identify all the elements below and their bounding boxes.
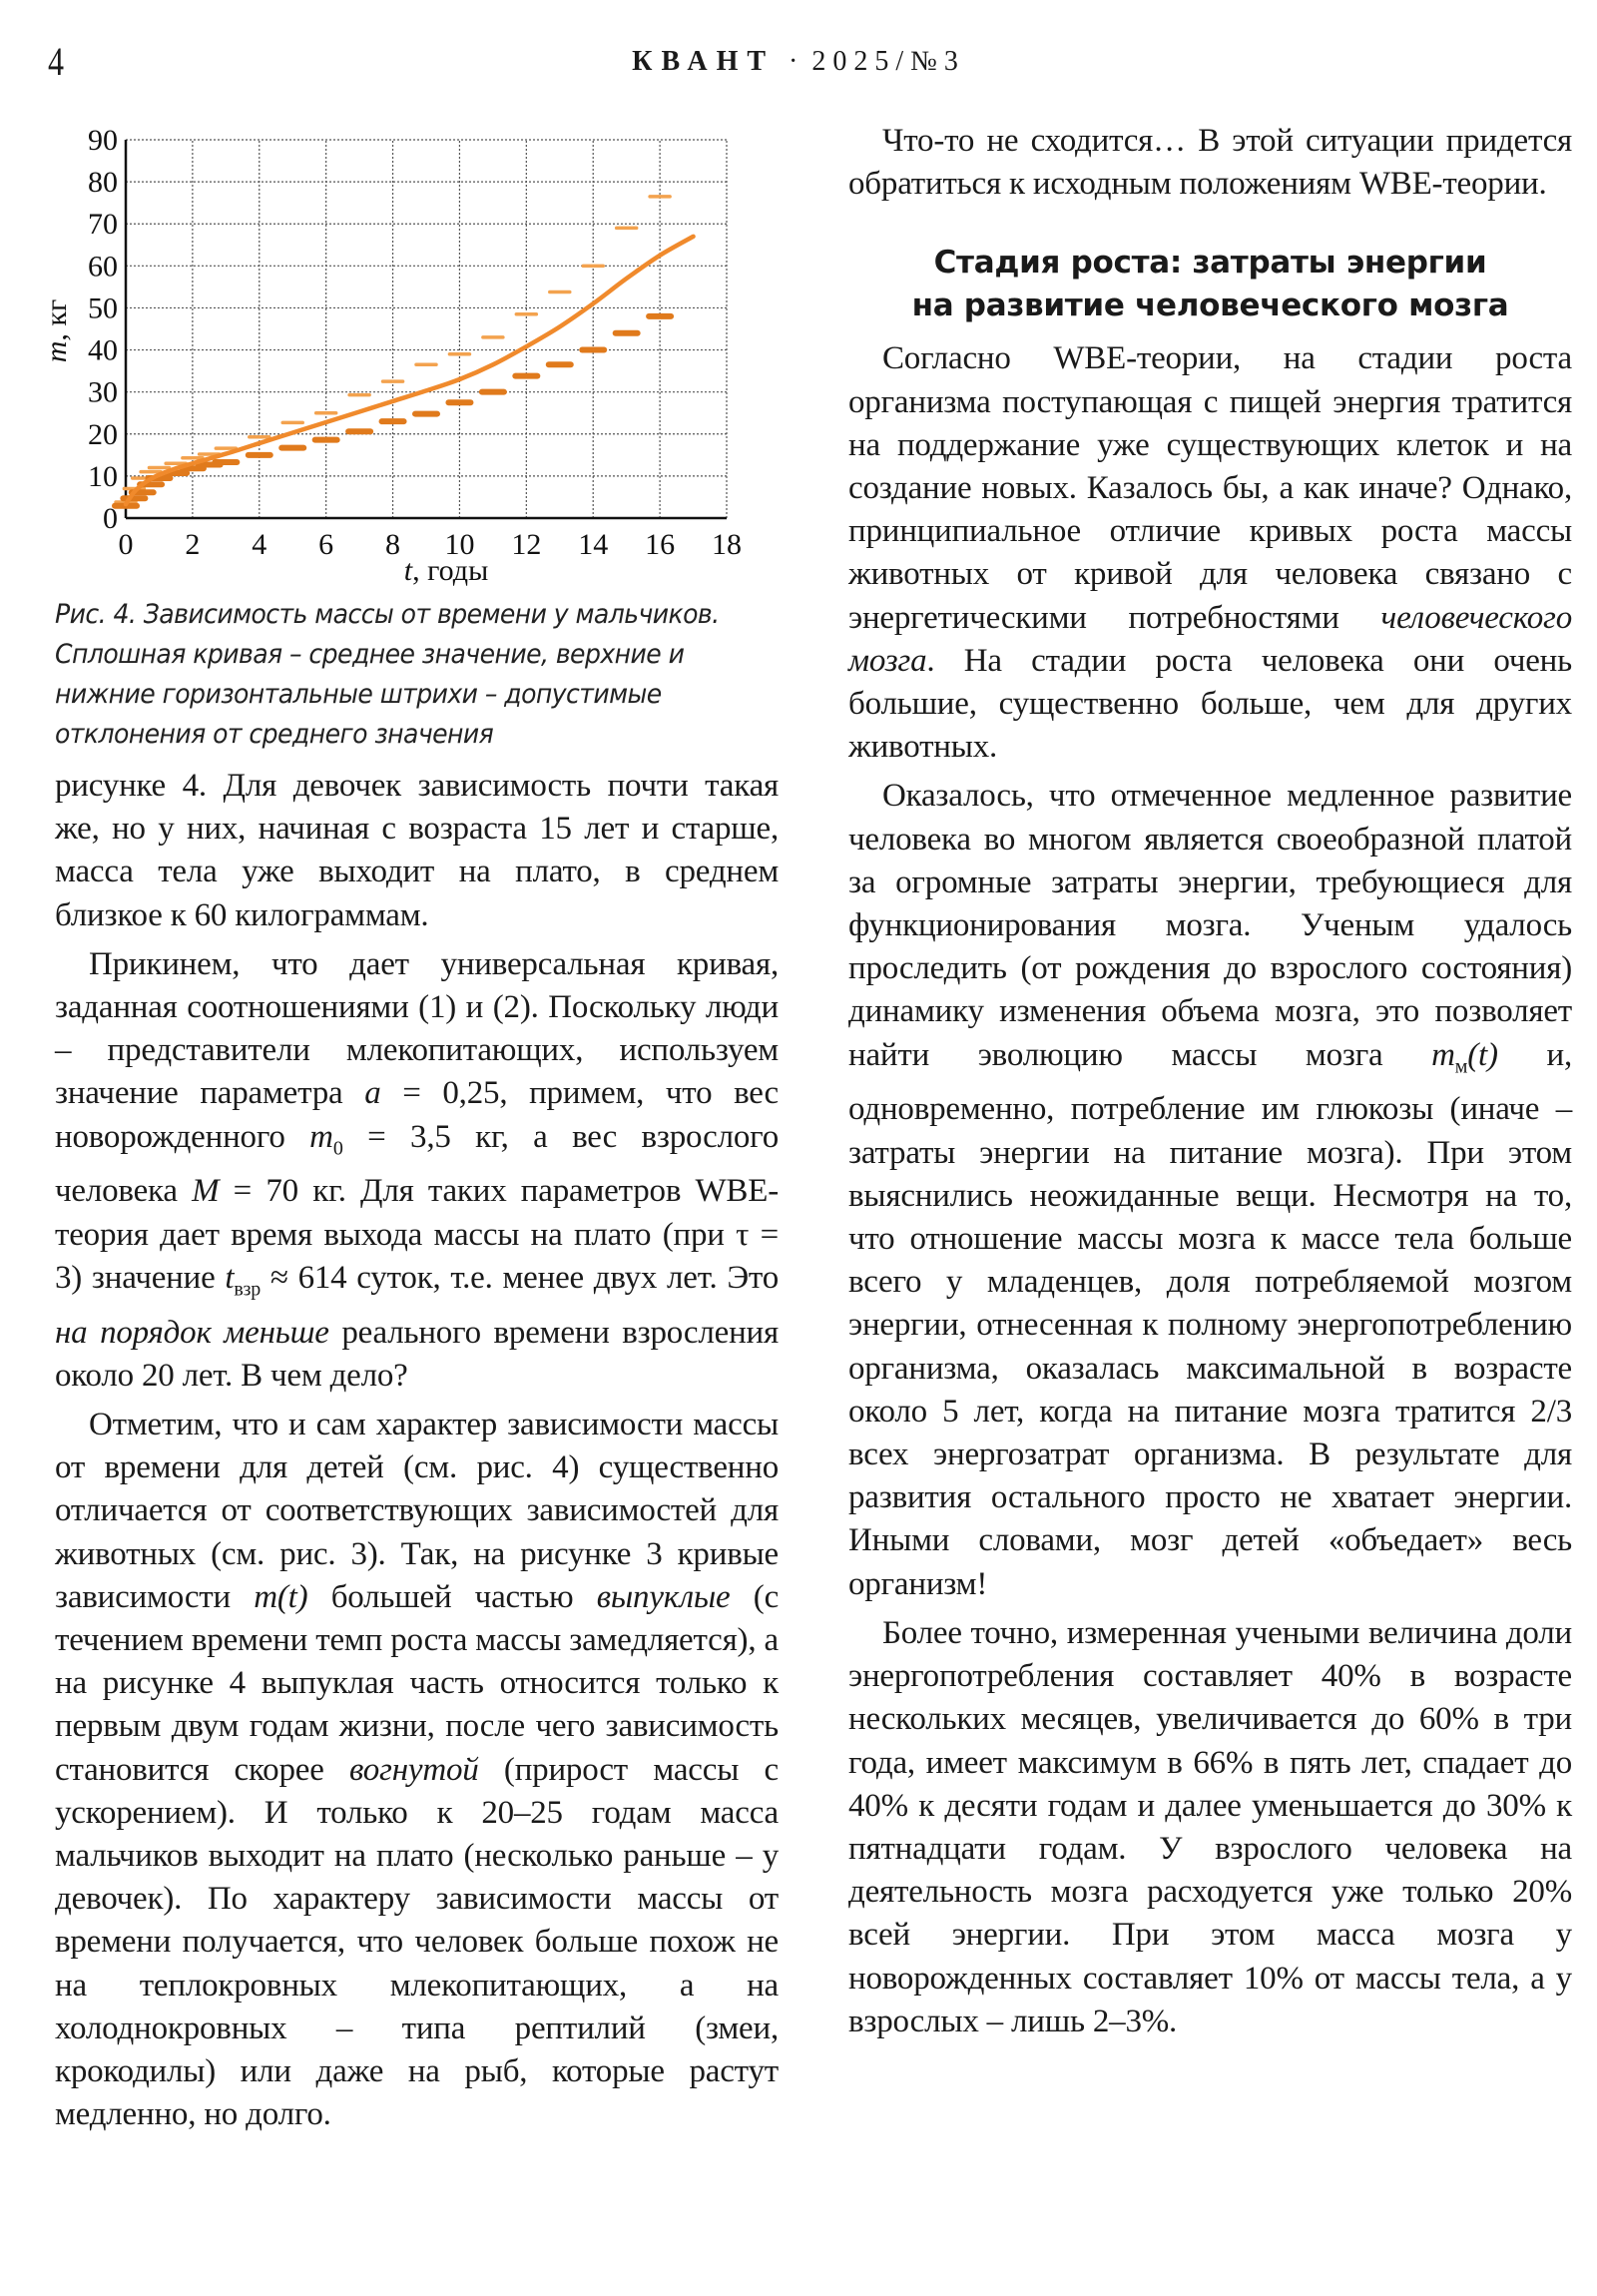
y-tick-label: 70	[88, 208, 118, 242]
x-axis-label: t, годы	[403, 554, 489, 587]
issue-number: 2025/№3	[811, 46, 965, 77]
x-tick-label: 8	[385, 528, 401, 561]
right-column	[848, 118, 1572, 2043]
figure-caption: Рис. 4. Зависимость массы от времени у мальчиков. Сплошная кривая – среднее значение, верхние и нижние горизонтальные штрихи – допустимые отклонения от среднего значения	[55, 599, 720, 750]
x-tick-label: 6	[318, 528, 334, 561]
y-tick-label: 60	[88, 250, 118, 284]
y-tick-label: 30	[88, 375, 118, 409]
paragraph: Прикинем, что дает универсальная кривая, заданная соотношениями (1) и (2). Поскольку люди – представители млекопитающих, используем значение параметра a = 0,25, примем, что вес новорожденного $m_0 = 3,5$ кг, а вес взрослого человека M = 70 кг. Для таких параметров WBE-теория дает время выхода массы на плато (при τ = 3) значение $t_{взр} \approx 614$ суток, т.е. менее двух лет. Это на порядок меньше реального времени взросления около 20 лет. В чем дело?	[55, 945, 779, 1394]
paragraph: Что-то не сходится… В этой ситуации придется обратиться к исходным положениям WBE-теории.	[848, 123, 1572, 203]
x-tick-label: 2	[185, 528, 201, 561]
y-tick-label: 80	[88, 166, 118, 200]
y-tick-label: 0	[103, 502, 118, 535]
x-tick-label: 12	[511, 528, 542, 561]
page-number: 4	[48, 39, 64, 84]
x-tick-label: 16	[645, 528, 676, 561]
section-heading: Стадия роста: затраты энергии на развитие человеческого мозга	[911, 245, 1509, 324]
y-tick-label: 50	[88, 291, 118, 325]
x-tick-label: 14	[578, 528, 609, 561]
y-tick-label: 10	[88, 459, 118, 493]
journal-title: КВАНТ	[632, 46, 776, 77]
paragraph: Согласно WBE-теории, на стадии роста организма поступающая с пищей энергия тратится на поддержание уже существующих клеток и на создание новых. Казалось бы, а как иначе? Однако, принципиальное отличие кривых роста массы животных от кривой для человека связано с энергетическими потребностями человеческого мозга. На стадии роста человека они очень большие, существенно больше, чем для других животных.	[848, 340, 1572, 766]
x-tick-label: 4	[252, 528, 267, 561]
y-tick-label: 90	[88, 124, 118, 157]
left-column	[40, 118, 780, 2136]
paragraph: Оказалось, что отмеченное медленное развитие человека во многом является своеобразной платой за огромные затраты энергии, требующиеся для функционирования мозга. Ученым удалось проследить (от рождения до взрослого состояния) динамику изменения объема мозга, это позволяет найти эволюцию массы мозга $m_м(t)$ и, одновременно, потребление им глюкозы (иначе – затраты энергии на питание мозга). При этом выяснились неожиданные вещи. Несмотря на то, что отношение массы мозга к массе тела больше всего у младенцев, доля потребляемой мозгом энергии, отнесенная к полному энергопотреблению организма, оказалась максимальной в возрасте около 5 лет, когда на питание мозга тратится 2/3 всех энергозатрат организма. В результате для развития остального просто не хватает энергии. Иными словами, мозг детей «объедает» весь организм!	[848, 778, 1573, 1602]
figure-4-chart	[40, 118, 779, 587]
paragraph: рисунке 4. Для девочек зависимость почти такая же, но у них, начиная с возраста 15 лет и старше, масса тела уже выходит на плато, в среднем близкое к 60 килограммам.	[55, 768, 779, 933]
x-tick-label: 0	[118, 528, 134, 561]
paragraph: Более точно, измеренная учеными величина доли энергопотребления составляет 40% в возрасте нескольких месяцев, увеличивается до 60% в три года, имеет максимум в 66% в пять лет, спадает до 40% к десяти годам и далее уменьшается до 30% к пятнадцати годам. У взрослого человека на деятельность мозга расходуется уже только 20% всей энергии. При этом масса мозга у новорожденных составляет 10% от массы тела, а у взрослых – лишь 2–3%.	[848, 1614, 1572, 2039]
mass-vs-time-chart	[0, 0, 798, 599]
x-tick-label: 18	[712, 528, 742, 561]
y-tick-label: 40	[88, 333, 118, 367]
paragraph: Отметим, что и сам характер зависимости массы от времени для детей (см. рис. 4) существенно отличается от соответствующих зависимостей для животных (см. рис. 3). Так, на рисунке 3 кривые зависимости m(t) большей частью выпуклые (с течением времени темп роста массы замедляется), а на рисунке 4 выпуклая часть относится только к первым двум годам жизни, после чего зависимость становится скорее вогнутой (прирост массы с ускорением). И только к 20–25 годам масса мальчиков выходит на плато (несколько раньше – у девочек). По характеру зависимости массы от времени получается, что человек больше похож не на теплокровных млекопитающих, а на холоднокровных – типа рептилий (змеи, крокодилы) или даже на рыб, которые растут медленно, но долго.	[55, 1407, 780, 2133]
y-axis-label: m, кг	[40, 298, 73, 363]
y-tick-label: 20	[88, 417, 118, 451]
header-separator: ·	[789, 46, 798, 77]
x-tick-label: 10	[444, 528, 475, 561]
